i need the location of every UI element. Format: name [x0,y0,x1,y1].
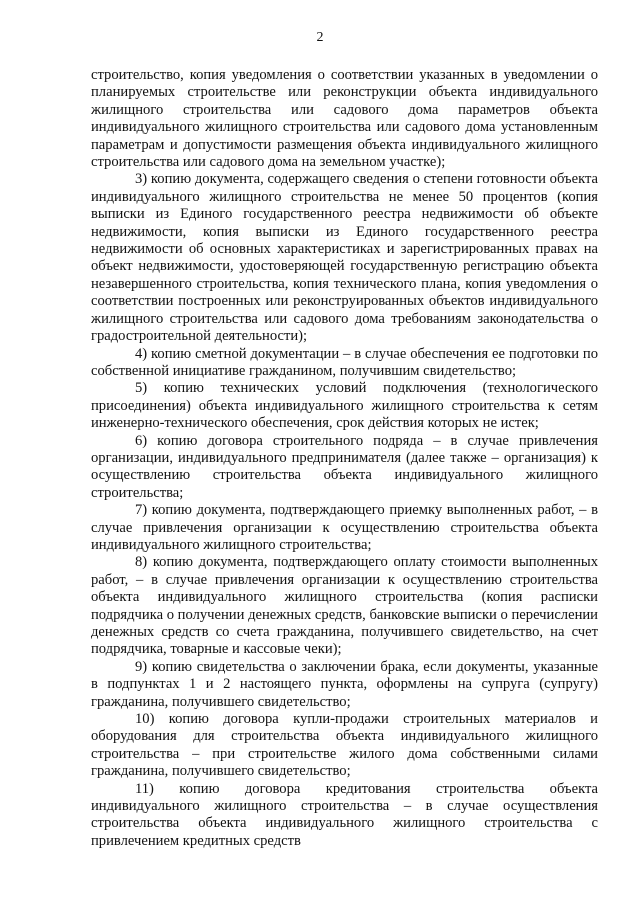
paragraph-item-8: 8) копию документа, подтверждающего оплату стоимости выполненных работ, – в случае привлечения организации к осуществлению строительства объекта индивидуального жилищного строительства (копия расписки подрядчика о получении денежных средств, банковские выписки о перечислении денежных средств со счета гражданина, получившего свидетельство, на счет подрядчика, товарные и кассовые чеки); [91,554,598,658]
paragraph-item-5: 5) копию технических условий подключения (технологического присоединения) объекта индивидуального жилищного строительства к сетям инженерно-технического обеспечения, срок действия которых не истек; [91,380,598,432]
document-body [91,67,598,850]
paragraph-continuation: строительство, копия уведомления о соответствии указанных в уведомлении о планируемых строительстве или реконструкции объекта индивидуального жилищного строительства или садового дома параметров объекта индивидуального жилищного строительства или садового дома установленным параметрам и допустимости размещения объекта индивидуального жилищного строительства или садового дома на земельном участке); [91,67,598,171]
page-number: 2 [316,30,324,45]
paragraph-item-4: 4) копию сметной документации – в случае обеспечения ее подготовки по собственной инициативе гражданином, получившим свидетельство; [91,345,598,379]
paragraph-item-9: 9) копию свидетельства о заключении брака, если документы, указанные в подпунктах 1 и 2 настоящего пункта, оформлены на супруга (супругу) гражданина, получившего свидетельство; [91,658,598,710]
paragraph-item-7: 7) копию документа, подтверждающего приемку выполненных работ, – в случае привлечения организации к осуществлению строительства объекта индивидуального жилищного строительства; [91,502,598,553]
paragraph-item-6: 6) копию договора строительного подряда – в случае привлечения организации, индивидуального предпринимателя (далее также – организация) к осуществлению строительства объекта индивидуального жилищного строительства; [91,432,598,501]
paragraph-item-10: 10) копию договора купли-продажи строительных материалов и оборудования для строительства объекта индивидуального жилищного строительства – при строительстве жилого дома собственными силами гражданина, получившего свидетельство; [91,711,598,780]
paragraph-item-3: 3) копию документа, содержащего сведения о степени готовности объекта индивидуального жилищного строительства не менее 50 процентов (копия выписки из Единого государственного реестра недвижимости об объекте недвижимости, копия выписки из Единого государственного реестра недвижимости об основных характеристиках и зарегистрированных правах на объект недвижимости, удостоверяющей государственную регистрацию объекта незавершенного строительства, копия технического плана, копия уведомления о соответствии построенных или реконструированных объектов индивидуального жилищного строительства или садового дома требованиям законодательства о градостроительной деятельности); [91,171,598,345]
paragraph-item-11: 11) копию договора кредитования строительства объекта индивидуального жилищного строительства – в случае осуществления строительства объекта индивидуального жилищного строительства с привлечением кредитных средств [91,780,598,849]
